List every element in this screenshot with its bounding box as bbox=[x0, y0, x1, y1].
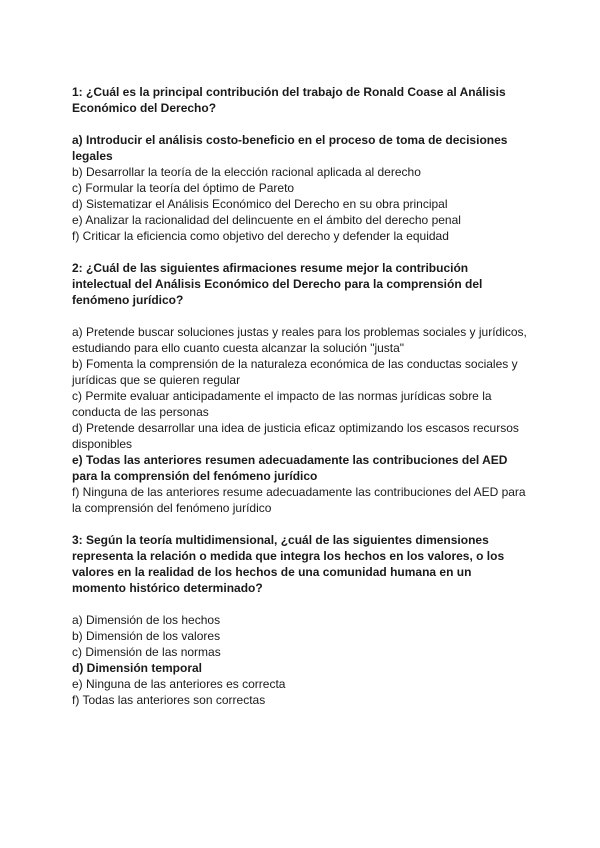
option-e: e) Ninguna de las anteriores es correcta bbox=[72, 677, 286, 691]
option-d: d) Pretende desarrollar una idea de justicia eficaz optimizando los escasos recursos disponibles bbox=[72, 421, 519, 451]
option-e: e) Todas las anteriores resumen adecuadamente las contribuciones del AED para la comprensión del fenómeno jurídico bbox=[72, 453, 508, 483]
question-text: 3: Según la teoría multidimensional, ¿cuál de las siguientes dimensiones representa la relación o medida que integra los hechos en los valores, o los valores en la realidad de los hechos de una comunidad humana en un momento histórico determinado? bbox=[72, 533, 505, 595]
option-f: f) Criticar la eficiencia como objetivo del derecho y defender la equidad bbox=[72, 229, 449, 243]
option-a: a) Dimensión de los hechos bbox=[72, 613, 221, 627]
question-text: 1: ¿Cuál es la principal contribución del trabajo de Ronald Coase al Análisis Económico del Derecho? bbox=[72, 85, 506, 115]
option-d: d) Sistematizar el Análisis Económico del Derecho en su obra principal bbox=[72, 197, 448, 211]
option-e: e) Analizar la racionalidad del delincuente en el ámbito del derecho penal bbox=[72, 213, 461, 227]
option-f: f) Ninguna de las anteriores resume adecuadamente las contribuciones del AED para la comprensión del fenómeno jurídico bbox=[72, 485, 526, 515]
option-list bbox=[72, 612, 528, 708]
option-c: c) Permite evaluar anticipadamente el impacto de las normas jurídicas sobre la conducta de las personas bbox=[72, 389, 492, 419]
question-block-3 bbox=[72, 532, 528, 708]
option-list bbox=[72, 132, 528, 244]
option-d: d) Dimensión temporal bbox=[72, 661, 203, 675]
option-b: b) Desarrollar la teoría de la elección racional aplicada al derecho bbox=[72, 165, 421, 179]
option-f: f) Todas las anteriores son correctas bbox=[72, 693, 266, 707]
option-a: a) Pretende buscar soluciones justas y reales para los problemas sociales y jurídicos, estudiando para ello cuanto cuesta alcanzar la solución "justa" bbox=[72, 325, 527, 355]
question-block-1 bbox=[72, 84, 528, 244]
option-b: b) Fomenta la comprensión de la naturaleza económica de las conductas sociales y jurídicas que se quieren regular bbox=[72, 357, 518, 387]
option-c: c) Dimensión de las normas bbox=[72, 645, 221, 659]
option-c: c) Formular la teoría del óptimo de Pareto bbox=[72, 181, 295, 195]
document-page bbox=[72, 84, 528, 708]
option-list bbox=[72, 324, 528, 516]
question-block-2 bbox=[72, 260, 528, 516]
option-b: b) Dimensión de los valores bbox=[72, 629, 221, 643]
option-a: a) Introducir el análisis costo-beneficio en el proceso de toma de decisiones legales bbox=[72, 133, 508, 163]
question-text: 2: ¿Cuál de las siguientes afirmaciones resume mejor la contribución intelectual del Análisis Económico del Derecho para la comprensión del fenómeno jurídico? bbox=[72, 261, 483, 307]
